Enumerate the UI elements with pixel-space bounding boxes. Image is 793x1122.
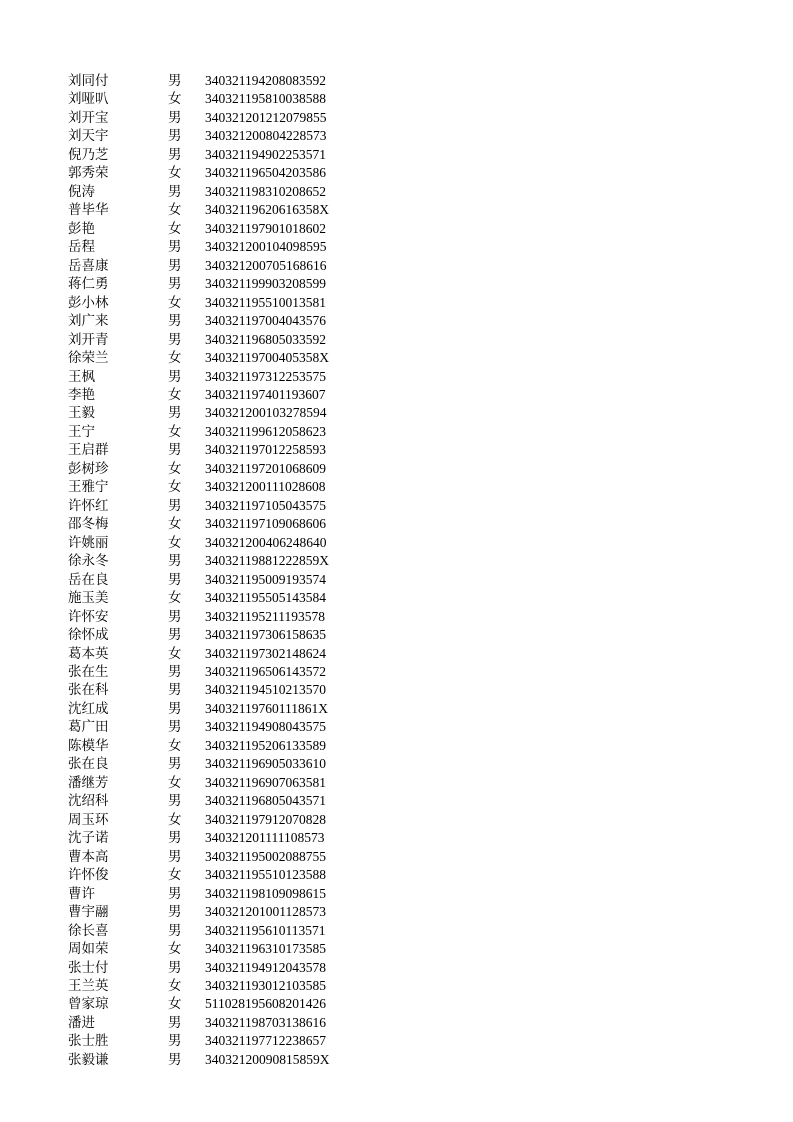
person-name: 彭小林 xyxy=(68,294,109,311)
person-sex: 女 xyxy=(168,220,182,237)
person-name: 陈模华 xyxy=(68,737,109,754)
id-number: 340321195002088755 xyxy=(205,848,326,864)
table-row xyxy=(0,404,793,422)
person-name: 王枫 xyxy=(68,368,95,385)
person-sex: 男 xyxy=(168,848,182,865)
person-name: 王兰英 xyxy=(68,977,109,994)
person-sex: 男 xyxy=(168,109,182,126)
person-sex: 男 xyxy=(168,128,182,145)
table-row xyxy=(0,737,793,755)
table-row xyxy=(0,72,793,90)
person-sex: 男 xyxy=(168,700,182,717)
id-number: 340321195505143584 xyxy=(205,590,326,606)
person-sex: 女 xyxy=(168,811,182,828)
person-name: 普毕华 xyxy=(68,202,109,219)
person-name: 刘开青 xyxy=(68,331,109,348)
id-number: 340321195510013581 xyxy=(205,294,326,310)
person-name: 王雅宁 xyxy=(68,479,109,496)
person-sex: 女 xyxy=(168,91,182,108)
table-row xyxy=(0,626,793,644)
table-row xyxy=(0,977,793,995)
id-number: 340321201001128573 xyxy=(205,904,326,920)
person-name: 刘开宝 xyxy=(68,109,109,126)
person-name: 刘同付 xyxy=(68,73,109,89)
table-row xyxy=(0,645,793,663)
person-name: 刘天宇 xyxy=(68,128,109,145)
id-number: 34032119700405358X xyxy=(205,350,329,366)
person-sex: 男 xyxy=(168,405,182,422)
person-sex: 男 xyxy=(168,664,182,680)
id-number: 340321194208083592 xyxy=(205,73,326,88)
person-name: 徐怀成 xyxy=(68,627,109,644)
id-number: 340321194902253571 xyxy=(205,146,326,162)
table-row xyxy=(0,1014,793,1032)
id-number: 340321197105043575 xyxy=(205,497,326,513)
id-number: 340321197201068609 xyxy=(205,460,326,476)
person-name: 葛广田 xyxy=(68,719,109,736)
table-row xyxy=(0,681,793,699)
person-sex: 女 xyxy=(168,294,182,311)
id-number: 340321199612058623 xyxy=(205,423,326,439)
id-number: 340321196504203586 xyxy=(205,165,326,181)
table-row xyxy=(0,1051,793,1069)
table-row xyxy=(0,294,793,312)
table-row xyxy=(0,922,793,940)
table-row xyxy=(0,201,793,219)
id-number: 340321197312253575 xyxy=(205,368,326,384)
id-number: 340321201111108573 xyxy=(205,830,325,846)
table-row xyxy=(0,312,793,330)
table-row xyxy=(0,571,793,589)
table-row xyxy=(0,848,793,866)
id-number: 340321197302148624 xyxy=(205,645,326,661)
person-name: 张士胜 xyxy=(68,1033,109,1050)
id-number: 340321200804228573 xyxy=(205,128,327,144)
person-name: 沈子诺 xyxy=(68,830,109,847)
person-sex: 男 xyxy=(168,497,182,514)
table-row xyxy=(0,386,793,404)
id-number: 34032119760111861X xyxy=(205,700,328,716)
person-name: 张在科 xyxy=(68,682,109,699)
person-name: 沈红成 xyxy=(68,700,109,717)
table-row xyxy=(0,349,793,367)
table-row xyxy=(0,460,793,478)
table-row xyxy=(0,220,793,238)
table-row xyxy=(0,589,793,607)
table-row xyxy=(0,423,793,441)
person-sex: 女 xyxy=(168,774,182,791)
person-sex: 男 xyxy=(168,627,182,644)
id-number: 340321197004043576 xyxy=(205,313,326,329)
person-sex: 女 xyxy=(168,737,182,754)
person-name: 蒋仁勇 xyxy=(68,276,109,293)
id-number: 511028195608201426 xyxy=(205,996,326,1012)
id-number: 340321196805033592 xyxy=(205,331,326,347)
person-name: 邵冬梅 xyxy=(68,516,109,533)
person-name: 徐长喜 xyxy=(68,922,109,939)
person-sex: 女 xyxy=(168,202,182,219)
person-sex: 女 xyxy=(168,977,182,994)
person-name: 曹许 xyxy=(68,885,95,902)
person-name: 岳喜康 xyxy=(68,257,109,274)
person-name: 张士付 xyxy=(68,959,109,976)
id-number: 340321198703138616 xyxy=(205,1014,326,1030)
person-name: 倪乃芝 xyxy=(68,146,109,163)
id-number: 340321200406248640 xyxy=(205,534,327,550)
person-sex: 男 xyxy=(168,183,182,200)
id-number: 340321195510123588 xyxy=(205,867,326,883)
person-name: 张毅谦 xyxy=(68,1051,109,1068)
person-sex: 男 xyxy=(168,553,182,570)
person-sex: 男 xyxy=(168,830,182,847)
person-name: 许怀俊 xyxy=(68,867,109,884)
person-sex: 男 xyxy=(168,313,182,330)
person-sex: 女 xyxy=(168,941,182,958)
id-number: 340321200103278594 xyxy=(205,405,327,421)
person-sex: 男 xyxy=(168,756,182,773)
table-row xyxy=(0,608,793,626)
person-name: 张在生 xyxy=(68,664,109,680)
table-row xyxy=(0,515,793,533)
person-sex: 男 xyxy=(168,571,182,588)
id-number: 340321198109098615 xyxy=(205,885,326,901)
id-number: 340321195009193574 xyxy=(205,571,326,587)
id-number: 34032119620616358X xyxy=(205,202,329,218)
table-row xyxy=(0,866,793,884)
person-sex: 男 xyxy=(168,885,182,902)
person-name: 彭艳 xyxy=(68,220,95,237)
person-sex: 男 xyxy=(168,257,182,274)
person-name: 许姚丽 xyxy=(68,534,109,551)
person-name: 彭树珍 xyxy=(68,460,109,477)
id-number: 340321200111028608 xyxy=(205,479,326,495)
id-number: 340321200104098595 xyxy=(205,239,327,255)
table-row xyxy=(0,183,793,201)
person-name: 葛本英 xyxy=(68,645,109,662)
table-row xyxy=(0,700,793,718)
person-sex: 男 xyxy=(168,1051,182,1068)
id-number: 340321195206133589 xyxy=(205,737,326,753)
person-name: 周玉环 xyxy=(68,811,109,828)
table-row xyxy=(0,811,793,829)
id-number: 34032120090815859X xyxy=(205,1051,330,1067)
person-sex: 女 xyxy=(168,460,182,477)
id-number: 340321200705168616 xyxy=(205,257,327,273)
person-sex: 男 xyxy=(168,331,182,348)
person-sex: 女 xyxy=(168,516,182,533)
person-sex: 男 xyxy=(168,1033,182,1050)
person-sex: 女 xyxy=(168,645,182,662)
id-number: 340321201212079855 xyxy=(205,109,327,125)
id-number: 340321198310208652 xyxy=(205,183,326,199)
table-row xyxy=(0,497,793,515)
id-number: 340321197912070828 xyxy=(205,811,326,827)
table-row xyxy=(0,1032,793,1050)
person-name: 徐永冬 xyxy=(68,553,109,570)
person-sex: 女 xyxy=(168,350,182,367)
person-name: 岳程 xyxy=(68,239,95,256)
id-number: 340321197712238657 xyxy=(205,1033,326,1049)
table-row xyxy=(0,774,793,792)
person-sex: 女 xyxy=(168,423,182,440)
person-name: 许怀安 xyxy=(68,608,109,625)
person-sex: 男 xyxy=(168,73,182,89)
id-number: 340321194510213570 xyxy=(205,682,326,698)
table-row xyxy=(0,368,793,386)
person-sex: 男 xyxy=(168,276,182,293)
id-number: 340321196310173585 xyxy=(205,941,326,957)
person-sex: 女 xyxy=(168,996,182,1013)
person-name: 张在良 xyxy=(68,756,109,773)
person-name: 潘继芳 xyxy=(68,774,109,791)
id-number: 340321199903208599 xyxy=(205,276,326,292)
id-number: 340321197401193607 xyxy=(205,386,326,402)
person-sex: 男 xyxy=(168,146,182,163)
person-name: 曹本高 xyxy=(68,848,109,865)
id-number: 340321196905033610 xyxy=(205,756,326,772)
id-number: 340321194912043578 xyxy=(205,959,326,975)
table-row xyxy=(0,995,793,1013)
person-name: 李艳 xyxy=(68,386,95,403)
person-sex: 男 xyxy=(168,239,182,256)
table-row xyxy=(0,275,793,293)
table-row xyxy=(0,885,793,903)
person-name: 王启群 xyxy=(68,442,109,459)
table-row xyxy=(0,940,793,958)
table-row xyxy=(0,663,793,681)
id-number: 340321196805043571 xyxy=(205,793,326,809)
person-sex: 女 xyxy=(168,479,182,496)
person-name: 刘哑叭 xyxy=(68,91,109,108)
person-name: 岳在良 xyxy=(68,571,109,588)
table-row xyxy=(0,90,793,108)
table-row xyxy=(0,829,793,847)
person-sex: 男 xyxy=(168,682,182,699)
id-number: 340321195211193578 xyxy=(205,608,325,624)
person-name: 曹宇翮 xyxy=(68,904,109,921)
table-row xyxy=(0,534,793,552)
person-sex: 男 xyxy=(168,922,182,939)
person-name: 许怀红 xyxy=(68,497,109,514)
table-row xyxy=(0,238,793,256)
person-sex: 男 xyxy=(168,368,182,385)
person-name: 周如荣 xyxy=(68,941,109,958)
id-number: 340321195810038588 xyxy=(205,91,326,107)
table-row xyxy=(0,552,793,570)
table-row xyxy=(0,146,793,164)
person-name: 潘进 xyxy=(68,1014,95,1031)
table-row xyxy=(0,109,793,127)
person-sex: 男 xyxy=(168,1014,182,1031)
person-name: 郭秀荣 xyxy=(68,165,109,182)
id-number: 340321196506143572 xyxy=(205,664,326,679)
person-name: 徐荣兰 xyxy=(68,350,109,367)
person-sex: 男 xyxy=(168,608,182,625)
person-sex: 男 xyxy=(168,793,182,810)
person-name: 王毅 xyxy=(68,405,95,422)
person-sex: 女 xyxy=(168,590,182,607)
person-name: 沈绍科 xyxy=(68,793,109,810)
person-sex: 男 xyxy=(168,719,182,736)
table-row xyxy=(0,127,793,145)
id-number: 340321193012103585 xyxy=(205,977,326,993)
id-number: 340321195610113571 xyxy=(205,922,326,938)
table-row xyxy=(0,755,793,773)
table-row xyxy=(0,164,793,182)
id-number: 340321196907063581 xyxy=(205,774,326,790)
person-name: 刘广来 xyxy=(68,313,109,330)
table-row xyxy=(0,718,793,736)
person-sex: 女 xyxy=(168,867,182,884)
id-number: 340321197306158635 xyxy=(205,627,326,643)
table-row xyxy=(0,441,793,459)
person-sex: 女 xyxy=(168,386,182,403)
table-row xyxy=(0,331,793,349)
person-sex: 女 xyxy=(168,534,182,551)
table-row xyxy=(0,792,793,810)
id-number: 340321194908043575 xyxy=(205,719,326,735)
id-number: 340321197109068606 xyxy=(205,516,326,532)
table-row xyxy=(0,959,793,977)
id-number: 340321197012258593 xyxy=(205,442,326,458)
table-row xyxy=(0,478,793,496)
id-number: 34032119881222859X xyxy=(205,553,329,569)
person-name: 倪涛 xyxy=(68,183,95,200)
person-sex: 男 xyxy=(168,904,182,921)
table-row xyxy=(0,903,793,921)
id-number: 340321197901018602 xyxy=(205,220,326,236)
record-table xyxy=(0,72,793,1069)
person-sex: 男 xyxy=(168,442,182,459)
person-name: 曾家琼 xyxy=(68,996,109,1013)
person-name: 王宁 xyxy=(68,423,95,440)
person-sex: 男 xyxy=(168,959,182,976)
person-name: 施玉美 xyxy=(68,590,109,607)
person-sex: 女 xyxy=(168,165,182,182)
table-row xyxy=(0,257,793,275)
